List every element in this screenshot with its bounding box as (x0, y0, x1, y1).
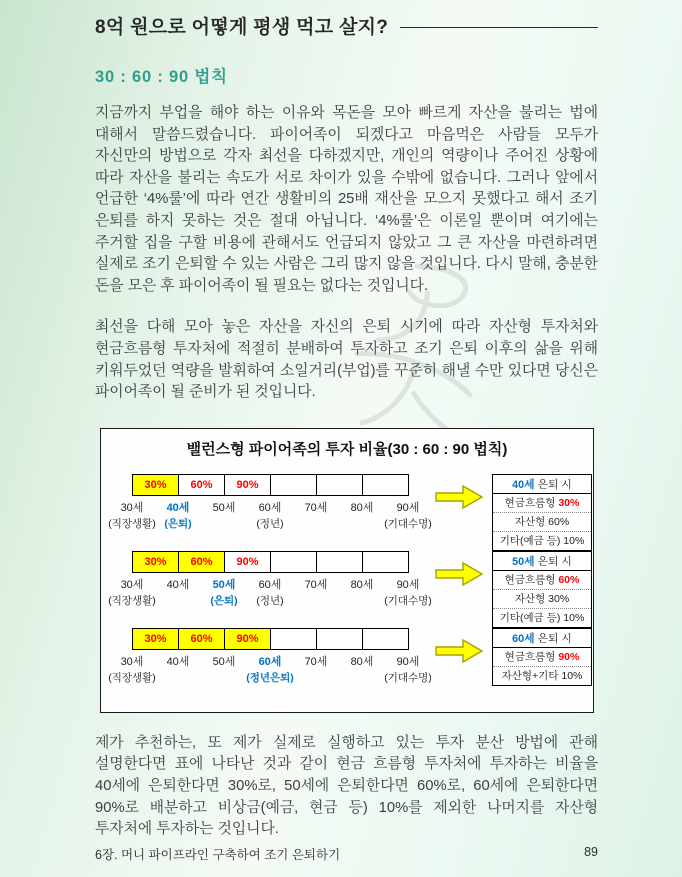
allocation-value: 30% (558, 497, 580, 510)
bar-segment (363, 552, 408, 572)
retire-age: 60세 (512, 632, 535, 645)
allocation-label: 현금흐름형 (504, 574, 559, 587)
allocation-line (493, 571, 591, 590)
bar-segment: 30% (133, 552, 179, 572)
age-tick: 70세 (304, 501, 328, 514)
retire-age-suffix: 은퇴 시 (534, 632, 572, 645)
sublabel (339, 670, 385, 685)
timeline-bar (132, 551, 409, 573)
allocation-box-header (493, 552, 591, 571)
age-tick-retire: 40세 (166, 501, 190, 514)
bar-segment (363, 629, 408, 649)
bar-segment (363, 475, 408, 495)
age-tick: 60세 (258, 501, 282, 514)
sublabel (339, 516, 385, 531)
age-tick: 70세 (304, 655, 328, 668)
allocation-label: 현금흐름형 (504, 497, 559, 510)
bar-segment (271, 629, 317, 649)
allocation-box-header (493, 629, 591, 648)
bar-segment (317, 475, 363, 495)
page-footer (95, 845, 598, 863)
allocation-box-header (493, 475, 591, 494)
bar-segment (271, 552, 317, 572)
age-tick: 90세 (396, 501, 420, 514)
age-tick: 50세 (212, 501, 236, 514)
age-tick: 50세 (212, 655, 236, 668)
right-arrow-icon (434, 637, 484, 665)
right-arrow-icon (434, 483, 484, 511)
paragraph-2: 최선을 다해 모아 놓은 자산을 자신의 은퇴 시기에 따라 자산형 투자처와 현금흐름형 투자처에 적절히 분배하여 투자하고 조기 은퇴 이후의 삶을 위해 키워두었던 역량을 발휘하여 소일거리(부업)를 꾸준히 해낼 수만 있다면 당신은 파이어족이 될 준비가 된 것입니다. (95, 319, 598, 401)
age-sublabels (109, 670, 431, 685)
title-rule (400, 27, 598, 28)
retire-age: 50세 (512, 555, 535, 568)
age-ticks (109, 653, 431, 669)
sublabel (339, 593, 385, 608)
sublabel: (기대수명) (384, 671, 432, 684)
timeline-40 (109, 474, 431, 531)
age-tick: 90세 (396, 655, 420, 668)
age-tick: 60세 (258, 578, 282, 591)
sublabel (155, 670, 201, 685)
allocation-line (493, 609, 591, 627)
allocation-line (493, 532, 591, 550)
timeline-row-retire-50 (109, 551, 593, 623)
retire-age-suffix: 은퇴 시 (534, 555, 572, 568)
timeline-60 (109, 628, 431, 685)
age-ticks (109, 499, 431, 515)
page-header (95, 12, 598, 39)
retire-age: 40세 (512, 478, 535, 491)
age-sublabels (109, 516, 431, 531)
age-tick: 70세 (304, 578, 328, 591)
sublabel: (직장생활) (108, 671, 156, 684)
age-tick: 80세 (350, 578, 374, 591)
sublabel: (기대수명) (384, 594, 432, 607)
timeline-rows (109, 474, 593, 700)
sublabel: (직장생활) (108, 594, 156, 607)
sublabel (155, 593, 201, 608)
age-tick: 40세 (166, 655, 190, 668)
timeline-bar (132, 628, 409, 650)
age-tick: 80세 (350, 501, 374, 514)
bar-segment: 90% (225, 475, 271, 495)
sublabel-retire: (은퇴) (210, 594, 238, 607)
age-tick: 40세 (166, 578, 190, 591)
age-tick: 80세 (350, 655, 374, 668)
allocation-value: 60% (558, 574, 580, 587)
sublabel: (기대수명) (384, 517, 432, 530)
allocation-box-60 (492, 628, 592, 686)
timeline-bar (132, 474, 409, 496)
investment-ratio-diagram (100, 428, 594, 713)
timeline-row-retire-40 (109, 474, 593, 546)
right-arrow-icon (434, 560, 484, 588)
timeline-50 (109, 551, 431, 608)
allocation-line (493, 494, 591, 513)
paragraph-1: 지금까지 부업을 해야 하는 이유와 목돈을 모아 빠르게 자산을 불리는 법에 대해서 말씀드렸습니다. 파이어족이 되겠다고 마음먹은 사람들 모두가 자신만의 방법으로 각자 최선을 다하겠지만, 개인의 역량이나 주어진 상황에 따라 자산을 불리는 속도가 서로 차이가 있을 수밖에 없습니다. 그러나 앞에서 언급한 ‘4%룰’에 따라 연간 생활비의 25배 재산을 모으지 못했다고 해서 조기 은퇴를 하지 못하는 것은 절대 아닙니다. ‘4%룰’은 이론일 뿐이며 여기에는 주거할 집을 구할 비용에 관해서도 언급되지 않았고 그 큰 자산을 마련하려면 실제로 조기 은퇴할 수 있는 사람은 그리 많지 않을 것입니다. 다시 말해, 충분한 돈을 모은 후 파이어족이 될 필요는 없다는 것입니다. (95, 105, 598, 294)
age-tick: 30세 (120, 655, 144, 668)
age-tick: 30세 (120, 578, 144, 591)
bar-segment: 60% (179, 629, 225, 649)
allocation-box-50 (492, 551, 592, 628)
bar-segment (271, 475, 317, 495)
age-tick-retire: 60세 (258, 655, 282, 668)
allocation-value: 90% (558, 651, 580, 664)
footer-chapter: 6장. 머니 파이프라인 구축하여 조기 은퇴하기 (95, 848, 341, 862)
allocation-label: 현금흐름형 (504, 651, 559, 664)
sublabel (201, 516, 247, 531)
sublabel: (정년) (256, 594, 284, 607)
bar-segment: 30% (133, 475, 179, 495)
paragraph-3: 제가 추천하는, 또 제가 실제로 실행하고 있는 투자 분산 방법에 관해 설명한다면 표에 나타난 것과 같이 현금 흐름형 투자처에 투자하는 비율을 40세에 은퇴한다면 30%로, 50세에 은퇴한다면 60%로, 60세에 은퇴한다면 90%로 배분하고 비상금(예금, 현금 등) 10%를 제외한 나머지를 자산형 투자처에 투자하는 것입니다. (95, 734, 598, 838)
allocation-label: 기타(예금 등) 10% (499, 535, 585, 548)
sublabel: (정년) (256, 517, 284, 530)
allocation-line (493, 667, 591, 685)
page-title: 8억 원으로 어떻게 평생 먹고 살지? (95, 17, 389, 38)
allocation-label: 자산형 60% (514, 516, 570, 529)
bar-segment: 30% (133, 629, 179, 649)
sublabel-retire: (정년은퇴) (246, 671, 294, 684)
section-subtitle: 30 : 60 : 90 법칙 (95, 68, 228, 86)
bar-segment: 90% (225, 629, 271, 649)
sublabel (201, 670, 247, 685)
bar-segment (317, 552, 363, 572)
bar-segment: 60% (179, 475, 225, 495)
footer-page-number: 89 (584, 845, 598, 859)
sublabel (293, 670, 339, 685)
sublabel: (직장생활) (108, 517, 156, 530)
age-sublabels (109, 593, 431, 608)
age-tick: 30세 (120, 501, 144, 514)
bar-segment: 90% (225, 552, 271, 572)
sublabel (293, 593, 339, 608)
allocation-box-40 (492, 474, 592, 551)
bar-segment (317, 629, 363, 649)
sublabel-retire: (은퇴) (164, 517, 192, 530)
diagram-title: 밸런스형 파이어족의 투자 비율(30 : 60 : 90 법칙) (186, 440, 508, 458)
sublabel (293, 516, 339, 531)
allocation-label: 자산형+기타 10% (501, 670, 583, 683)
age-tick-retire: 50세 (212, 578, 236, 591)
bar-segment: 60% (179, 552, 225, 572)
allocation-line (493, 590, 591, 609)
age-ticks (109, 576, 431, 592)
age-tick: 90세 (396, 578, 420, 591)
retire-age-suffix: 은퇴 시 (534, 478, 572, 491)
allocation-label: 자산형 30% (514, 593, 570, 606)
timeline-row-retire-60 (109, 628, 593, 700)
allocation-line (493, 648, 591, 667)
allocation-line (493, 513, 591, 532)
allocation-label: 기타(예금 등) 10% (499, 612, 585, 625)
